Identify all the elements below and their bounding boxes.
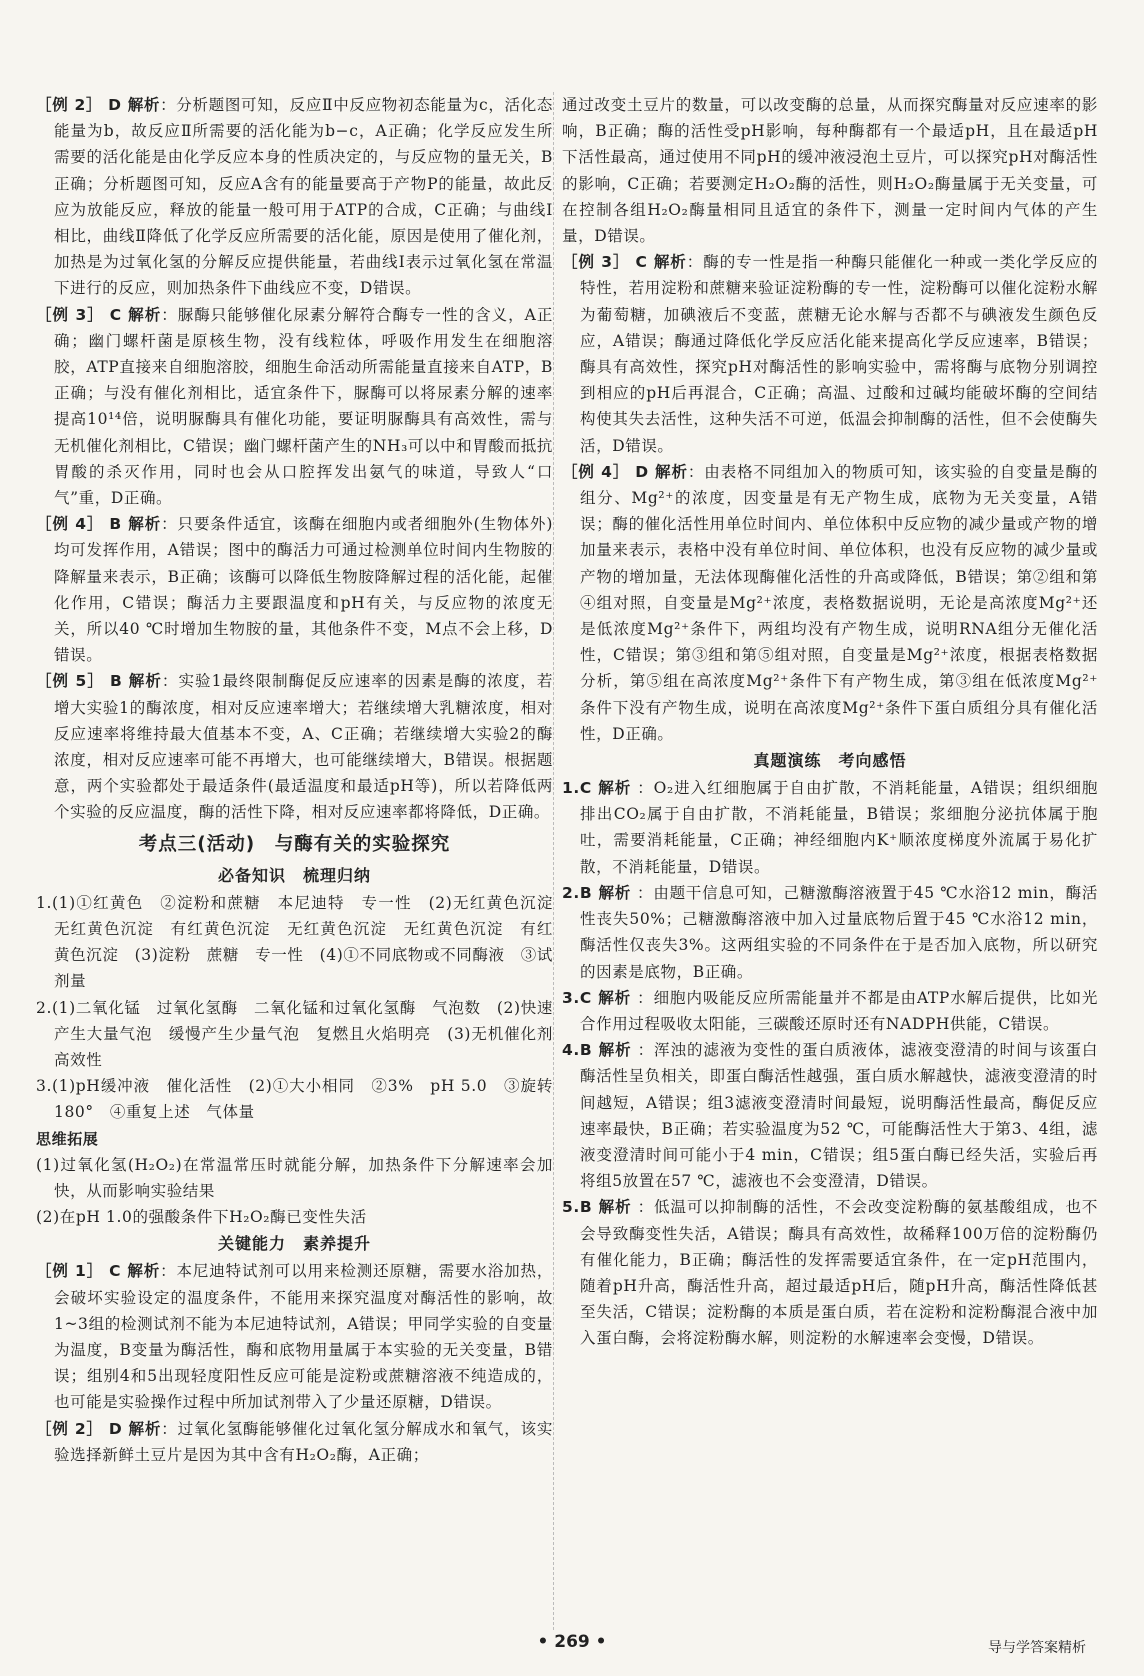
example-4-analysis: ［例 4］ B 解析：只要条件适宜，该酶在细胞内或者细胞外(生物体外)均可发挥作用，A错误；图中的酶活力可通过检测单位时间内生物胺的降解量来表示，B正确；该酶可以降低生物胺降解过程的活化能，起催化作用，C错误；酶活力主要跟温度和pH有关，与反应物的浓度无关，所以40 ℃时增加生物胺的量，其他条件不变，M点不会上移，D错误。 [36,515,553,665]
b-example-3-analysis: ［例 3］ C 解析：酶的专一性是指一种酶只能催化一种或一类化学反应的特性，若用淀粉和蔗糖来验证淀粉酶的专一性，淀粉酶可以催化淀粉水解为葡萄糖，加碘液后不变蓝，蔗糖无论水解与否都不与碘液发生颜色反应，A错误；酶通过降低化学反应活化能来提高化学反应速率，B错误；酶具有高效性，探究pH对酶活性的影响实验中，需将酶与底物分别调控到相应的pH后再混合，C正确；高温、过酸和过碱均能破坏酶的空间结构使其失去活性，这种失活不可逆，低温会抑制酶的活性，但不会使酶失活，D错误。 [562,253,1098,455]
book-title: 导与学答案精析 [988,1640,1086,1656]
column-divider [553,92,554,1630]
knowledge-item-1: 1.(1)①红黄色 ②淀粉和蔗糖 本尼迪特 专一性 (2)无红黄色沉淀 无红黄色沉淀 有红黄色沉淀 无红黄色沉淀 无红黄色沉淀 有红黄色沉淀 (3)淀粉 蔗糖 专一性 (4)①不同底物或不同酶液 ③试剂量 [36,893,570,991]
knowledge-item-2: 2.(1)二氧化锰 过氧化氢酶 二氧化锰和过氧化氢酶 气泡数 (2)快速产生大量气泡 缓慢产生少量气泡 复燃且火焰明亮 (3)无机催化剂 高效性 [36,998,570,1069]
page-number: • 269 • [537,1632,607,1652]
b-example-1-analysis: ［例 1］ C 解析：本尼迪特试剂可以用来检测还原糖，需要水浴加热，会破坏实验设定的温度条件，不能用来探究温度对酶活性的影响，故1~3组的检测试剂不能为本尼迪特试剂，A错误；甲同学实验的自变量为温度，B变量为酶活性，酶和底物用量属于本实验的无关变量，B错误；组别4和5出现轻度阳性反应可能是淀粉或蔗糖溶液不纯造成的，也可能是实验操作过程中所加试剂带入了少量还原糖，D错误。 [36,1262,553,1412]
b-example-2-analysis: ［例 2］ D 解析：过氧化氢酶能够催化过氧化氢分解成水和氧气，该实验选择新鲜土豆片是因为其中含有H₂O₂酶，A正确； [36,1419,554,1464]
example-5-analysis: ［例 5］ B 解析：实验1最终限制酶促反应速率的因素是酶的浓度，若增大实验1的酶浓度，相对反应速率增大；若继续增大乳糖浓度，相对反应速率将维持最大值基本不变，A、C正确；若继续增大实验2的酶浓度，相对反应速率可能不再增大，也可能继续增大，B错误。根据题意，两个实验都处于最适条件(最适温度和最适pH等)，所以若降低两个实验的反应温度，酶的活性下降，相对反应速率都将降低，D正确。 [36,672,554,822]
question-1-analysis: 1.C 解析 ：O₂进入红细胞属于自由扩散，不消耗能量，A错误；组织细胞排出CO₂属于自由扩散，不消耗能量，B错误；浆细胞分泌抗体属于胞吐，需要消耗能量，C正确；神经细胞内K⁺顺浓度梯度外流属于易化扩散，不消耗能量，D错误。 [562,779,1098,876]
thinking-item-1: (1)过氧化氢(H₂O₂)在常温常压时就能分解，加热条件下分解速率会加快，从而影响实验结果 [36,1155,553,1200]
b-example-4-analysis: ［例 4］ D 解析：由表格不同组加入的物质可知，该实验的自变量是酶的组分、Mg²⁺的浓度，因变量是有无产物生成，底物为无关变量，A错误；酶的催化活性用单位时间内、单位体积中反应物的减少量或产物的增加量来表示，表格中没有单位时间、单位体积，也没有反应物的减少量或产物的增加量，无法体现酶催化活性的升高或降低，B错误；第②组和第④组对照，自变量是Mg²⁺浓度，表格数据说明，无论是高浓度Mg²⁺还是低浓度Mg²⁺条件下，两组均没有产物生成，说明RNA组分无催化活性，C错误；第③组和第⑤组对照，自变量是Mg²⁺浓度，根据表格数据分析，第⑤组在高浓度Mg²⁺条件下有产物生成，第③组在低浓度Mg²⁺条件下没有产物生成，说明在高浓度Mg²⁺条件下蛋白质组分具有催化活性，D正确。 [562,462,1098,743]
question-2-analysis: 2.B 解析 ：由题干信息可知，己糖激酶溶液置于45 ℃水浴12 min，酶活性丧失50%；己糖激酶溶液中加入过量底物后置于45 ℃水浴12 min，酶活性仅丧失3%。这两组实验的不同条件在于是否加入底物，所以研究的因素是底物，B正确。 [562,883,1099,981]
example-2-analysis: ［例 2］ D 解析：分析题图可知，反应Ⅱ中反应物初态能量为c，活化态能量为b，故反应Ⅱ所需要的活化能为b−c，A正确；化学反应发生所需要的活化能是由化学反应本身的性质决定的，与反应物的量无关，B正确；分析题图可知，反应A含有的能量要高于产物P的能量，故此反应为放能反应，释放的能量一般可用于ATP的合成，C正确；与曲线Ⅰ相比，曲线Ⅱ降低了化学反应所需要的活化能，原因是使用了催化剂，加热是为过氧化氢的分解反应提供能量，若曲线Ⅰ表示过氧化氢在常温下进行的反应，则加热条件下曲线应不变，D错误。 [36,96,554,298]
knowledge-item-3: 3.(1)pH缓冲液 催化活性 (2)①大小相同 ②3% pH 5.0 ③旋转180° ④重复上述 气体量 [36,1077,553,1122]
subsection-guanjian: 关键能力 素养提升 [217,1234,371,1254]
left-column [36,92,570,1468]
thinking-item-2: (2)在pH 1.0的强酸条件下H₂O₂酶已变性失活 [36,1208,367,1227]
b-example-2-continued: 通过改变土豆片的数量，可以改变酶的总量，从而探究酶量对反应速率的影响，B正确；酶的活性受pH影响，每种酶都有一个最适pH，且在最适pH下活性最高，通过使用不同pH的缓冲液浸泡土豆片，可以探究pH对酶活性的影响，C正确；若要测定H₂O₂酶的活性，则H₂O₂酶量属于无关变量，可在控制各组H₂O₂酶量相同且适宜的条件下，测量一定时间内气体的产生量，D错误。 [562,96,1098,246]
right-column [562,92,1098,1352]
thinking-extension-label: 思维拓展 [36,1129,99,1148]
example-3-analysis: ［例 3］ C 解析：脲酶只能够催化尿素分解符合酶专一性的含义，A正确；幽门螺杆菌是原核生物，没有线粒体，呼吸作用发生在细胞溶胶，ATP直接来自细胞溶胶，细胞生命活动所需能量直接来自ATP，B正确；与没有催化剂相比，适宜条件下，脲酶可以将尿素分解的速率提高10¹⁴倍，说明脲酶具有催化功能，要证明脲酶具有高效性，需与无机催化剂相比，C错误；幽门螺杆菌产生的NH₃可以中和胃酸而抵抗胃酸的杀灭作用，同时也会从口腔挥发出氨气的味道，导致人“口气”重，D正确。 [36,305,553,508]
subsection-bibei: 必备知识 梳理归纳 [217,865,371,885]
section-title-zhenti: 真题演练 考向感悟 [753,751,907,771]
question-4-analysis: 4.B 解析 ：浑浊的滤液为变性的蛋白质液体，滤液变澄清的时间与该蛋白酶活性呈负相关，即蛋白酶活性越强，蛋白质水解越快，滤液变澄清的时间越短，A错误；组3滤液变澄清时间最短，说明酶活性最高，酶促反应速率最快，B正确；若实验温度为52 ℃，可能酶活性大于第3、4组，滤液变澄清时间可能小于4 min，C错误；组5蛋白酶已经失活，实验后再将组5放置在57 ℃，滤液也不会变澄清，D错误。 [562,1041,1098,1191]
question-5-analysis: 5.B 解析 ：低温可以抑制酶的活性，不会改变淀粉酶的氨基酸组成，也不会导致酶变性失活，A错误；酶具有高效性，故稀释100万倍的淀粉酶仍有催化能力，B正确；酶活性的发挥需要适宜条件，在一定pH范围内，随着pH升高，酶活性升高，超过最适pH后，随pH升高，酶活性降低甚至失活，C错误；淀粉酶的本质是蛋白质，若在淀粉和淀粉酶混合液中加入蛋白酶，会将淀粉酶水解，则淀粉的水解速率会变慢，D错误。 [562,1198,1098,1348]
question-3-analysis: 3.C 解析 ：细胞内吸能反应所需能量并不都是由ATP水解后提供，比如光合作用过程吸收太阳能，三碳酸还原时还有NADPH供能，C错误。 [562,988,1098,1033]
section-title-kaodian3: 考点三(活动) 与酶有关的实验探究 [138,833,451,855]
